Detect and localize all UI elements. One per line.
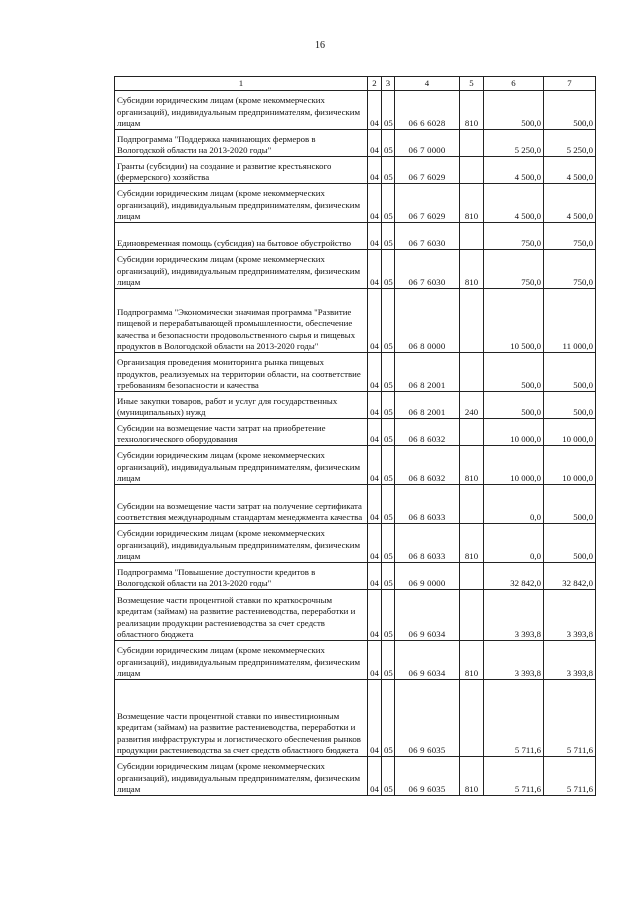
row-subsection: 05 — [382, 563, 395, 590]
row-amount-year-2: 750,0 — [544, 223, 596, 250]
row-section: 04 — [368, 485, 382, 524]
header-col-3: 3 — [382, 77, 395, 91]
row-description: Субсидии юридическим лицам (кроме некоммерческих организаций), индивидуальным предпринимателям, физическим лицам — [115, 446, 368, 485]
table-row — [115, 250, 596, 289]
row-amount-year-1: 0,0 — [484, 524, 544, 563]
table-row — [115, 563, 596, 590]
header-col-2: 2 — [368, 77, 382, 91]
row-expense-type: 810 — [460, 250, 484, 289]
row-section: 04 — [368, 353, 382, 392]
row-section: 04 — [368, 250, 382, 289]
row-amount-year-1: 500,0 — [484, 91, 544, 130]
row-expense-type: 810 — [460, 757, 484, 796]
row-expense-type: 810 — [460, 91, 484, 130]
header-col-4: 4 — [395, 77, 460, 91]
row-subsection: 05 — [382, 485, 395, 524]
row-target-code: 06 8 2001 — [395, 353, 460, 392]
row-amount-year-1: 750,0 — [484, 250, 544, 289]
row-target-code: 06 9 0000 — [395, 563, 460, 590]
row-target-code: 06 8 0000 — [395, 289, 460, 353]
header-col-1: 1 — [115, 77, 368, 91]
row-subsection: 05 — [382, 223, 395, 250]
row-amount-year-1: 500,0 — [484, 392, 544, 419]
row-subsection: 05 — [382, 250, 395, 289]
row-subsection: 05 — [382, 289, 395, 353]
row-expense-type — [460, 419, 484, 446]
page-number: 16 — [315, 40, 325, 51]
row-amount-year-2: 10 000,0 — [544, 446, 596, 485]
row-amount-year-2: 500,0 — [544, 392, 596, 419]
row-target-code: 06 7 6029 — [395, 184, 460, 223]
table-row — [115, 641, 596, 680]
table-row — [115, 130, 596, 157]
row-section: 04 — [368, 419, 382, 446]
row-amount-year-1: 0,0 — [484, 485, 544, 524]
row-target-code: 06 9 6035 — [395, 680, 460, 757]
row-amount-year-2: 500,0 — [544, 485, 596, 524]
row-expense-type: 810 — [460, 641, 484, 680]
row-target-code: 06 8 6032 — [395, 446, 460, 485]
row-subsection: 05 — [382, 157, 395, 184]
row-subsection: 05 — [382, 446, 395, 485]
row-subsection: 05 — [382, 130, 395, 157]
row-section: 04 — [368, 757, 382, 796]
row-section: 04 — [368, 289, 382, 353]
row-expense-type — [460, 590, 484, 641]
row-subsection: 05 — [382, 757, 395, 796]
row-description: Субсидии юридическим лицам (кроме некоммерческих организаций), индивидуальным предпринимателям, физическим лицам — [115, 524, 368, 563]
row-section: 04 — [368, 446, 382, 485]
row-section: 04 — [368, 524, 382, 563]
table-header-row — [115, 77, 596, 91]
row-expense-type — [460, 563, 484, 590]
row-amount-year-1: 4 500,0 — [484, 157, 544, 184]
row-amount-year-2: 750,0 — [544, 250, 596, 289]
header-col-6: 6 — [484, 77, 544, 91]
row-amount-year-1: 4 500,0 — [484, 184, 544, 223]
row-amount-year-1: 5 250,0 — [484, 130, 544, 157]
row-section: 04 — [368, 641, 382, 680]
budget-table — [114, 76, 596, 796]
row-amount-year-1: 32 842,0 — [484, 563, 544, 590]
header-col-5: 5 — [460, 77, 484, 91]
row-description: Субсидии юридическим лицам (кроме некоммерческих организаций), индивидуальным предпринимателям, физическим лицам — [115, 91, 368, 130]
row-description: Субсидии юридическим лицам (кроме некоммерческих организаций), индивидуальным предпринимателям, физическим лицам — [115, 184, 368, 223]
row-description: Единовременная помощь (субсидия) на бытовое обустройство — [115, 223, 368, 250]
table-row — [115, 419, 596, 446]
table-row — [115, 289, 596, 353]
row-amount-year-2: 5 711,6 — [544, 680, 596, 757]
row-amount-year-2: 11 000,0 — [544, 289, 596, 353]
row-amount-year-1: 10 000,0 — [484, 446, 544, 485]
row-subsection: 05 — [382, 680, 395, 757]
row-description: Субсидии юридическим лицам (кроме некоммерческих организаций), индивидуальным предпринимателям, физическим лицам — [115, 757, 368, 796]
row-description: Подпрограмма "Экономически значимая программа "Развитие пищевой и перерабатывающей промышленности, обеспечение качества и безопасности продовольственного сырья и пищевых продуктов в Вологодской области на 2013-2020 годы" — [115, 289, 368, 353]
row-description: Подпрограмма "Поддержка начинающих фермеров в Вологодской области на 2013-2020 годы" — [115, 130, 368, 157]
row-expense-type: 810 — [460, 184, 484, 223]
row-amount-year-2: 500,0 — [544, 91, 596, 130]
row-expense-type — [460, 680, 484, 757]
table-row — [115, 446, 596, 485]
row-section: 04 — [368, 223, 382, 250]
row-subsection: 05 — [382, 91, 395, 130]
row-section: 04 — [368, 130, 382, 157]
row-amount-year-2: 32 842,0 — [544, 563, 596, 590]
row-subsection: 05 — [382, 524, 395, 563]
row-section: 04 — [368, 563, 382, 590]
table-row — [115, 223, 596, 250]
table-row — [115, 184, 596, 223]
table-row — [115, 590, 596, 641]
row-target-code: 06 9 6034 — [395, 641, 460, 680]
row-target-code: 06 7 6030 — [395, 223, 460, 250]
row-description: Субсидии на возмещение части затрат на приобретение технологического оборудования — [115, 419, 368, 446]
table-row — [115, 485, 596, 524]
row-target-code: 06 9 6035 — [395, 757, 460, 796]
row-description: Иные закупки товаров, работ и услуг для государственных (муниципальных) нужд — [115, 392, 368, 419]
row-amount-year-2: 500,0 — [544, 353, 596, 392]
row-subsection: 05 — [382, 392, 395, 419]
row-description: Возмещение части процентной ставки по инвестиционным кредитам (займам) на развитие растениеводства, переработки и развития инфраструктуры и логистического обеспечения рынков продукции растениеводства за счет средств областного бюджета — [115, 680, 368, 757]
row-target-code: 06 8 2001 — [395, 392, 460, 419]
row-subsection: 05 — [382, 353, 395, 392]
row-amount-year-1: 750,0 — [484, 223, 544, 250]
row-description: Субсидии на возмещение части затрат на получение сертификата соответствия международным стандартам менеджмента качества — [115, 485, 368, 524]
row-section: 04 — [368, 157, 382, 184]
row-expense-type: 810 — [460, 446, 484, 485]
row-subsection: 05 — [382, 419, 395, 446]
table-row — [115, 757, 596, 796]
row-expense-type — [460, 157, 484, 184]
row-amount-year-1: 5 711,6 — [484, 680, 544, 757]
row-expense-type: 240 — [460, 392, 484, 419]
row-section: 04 — [368, 590, 382, 641]
row-subsection: 05 — [382, 590, 395, 641]
table-row — [115, 524, 596, 563]
row-target-code: 06 7 0000 — [395, 130, 460, 157]
row-section: 04 — [368, 680, 382, 757]
row-expense-type — [460, 130, 484, 157]
table-row — [115, 353, 596, 392]
row-amount-year-1: 5 711,6 — [484, 757, 544, 796]
row-description: Возмещение части процентной ставки по краткосрочным кредитам (займам) на развитие растениеводства, переработки и реализации продукции растениеводства за счет средств областного бюджета — [115, 590, 368, 641]
row-expense-type — [460, 485, 484, 524]
row-section: 04 — [368, 184, 382, 223]
row-target-code: 06 7 6029 — [395, 157, 460, 184]
row-section: 04 — [368, 91, 382, 130]
row-amount-year-1: 10 000,0 — [484, 419, 544, 446]
table-row — [115, 392, 596, 419]
row-amount-year-2: 3 393,8 — [544, 590, 596, 641]
row-amount-year-2: 5 711,6 — [544, 757, 596, 796]
row-target-code: 06 6 6028 — [395, 91, 460, 130]
row-description: Субсидии юридическим лицам (кроме некоммерческих организаций), индивидуальным предпринимателям, физическим лицам — [115, 641, 368, 680]
row-target-code: 06 8 6032 — [395, 419, 460, 446]
row-description: Гранты (субсидии) на создание и развитие крестьянского (фермерского) хозяйства — [115, 157, 368, 184]
row-subsection: 05 — [382, 184, 395, 223]
row-expense-type — [460, 289, 484, 353]
row-subsection: 05 — [382, 641, 395, 680]
row-description: Субсидии юридическим лицам (кроме некоммерческих организаций), индивидуальным предпринимателям, физическим лицам — [115, 250, 368, 289]
table-row — [115, 157, 596, 184]
row-target-code: 06 7 6030 — [395, 250, 460, 289]
row-amount-year-1: 3 393,8 — [484, 590, 544, 641]
row-description: Подпрограмма "Повышение доступности кредитов в Вологодской области на 2013-2020 годы" — [115, 563, 368, 590]
row-expense-type — [460, 353, 484, 392]
row-amount-year-2: 5 250,0 — [544, 130, 596, 157]
row-section: 04 — [368, 392, 382, 419]
row-expense-type — [460, 223, 484, 250]
table-row — [115, 91, 596, 130]
row-amount-year-2: 4 500,0 — [544, 184, 596, 223]
row-target-code: 06 8 6033 — [395, 485, 460, 524]
row-amount-year-2: 500,0 — [544, 524, 596, 563]
row-amount-year-1: 3 393,8 — [484, 641, 544, 680]
row-description: Организация проведения мониторинга рынка пищевых продуктов, реализуемых на территории области, на соответствие требованиям безопасности и качества — [115, 353, 368, 392]
row-expense-type: 810 — [460, 524, 484, 563]
row-target-code: 06 8 6033 — [395, 524, 460, 563]
header-col-7: 7 — [544, 77, 596, 91]
row-amount-year-2: 10 000,0 — [544, 419, 596, 446]
row-amount-year-1: 10 500,0 — [484, 289, 544, 353]
row-amount-year-1: 500,0 — [484, 353, 544, 392]
row-target-code: 06 9 6034 — [395, 590, 460, 641]
row-amount-year-2: 3 393,8 — [544, 641, 596, 680]
row-amount-year-2: 4 500,0 — [544, 157, 596, 184]
table-row — [115, 680, 596, 757]
